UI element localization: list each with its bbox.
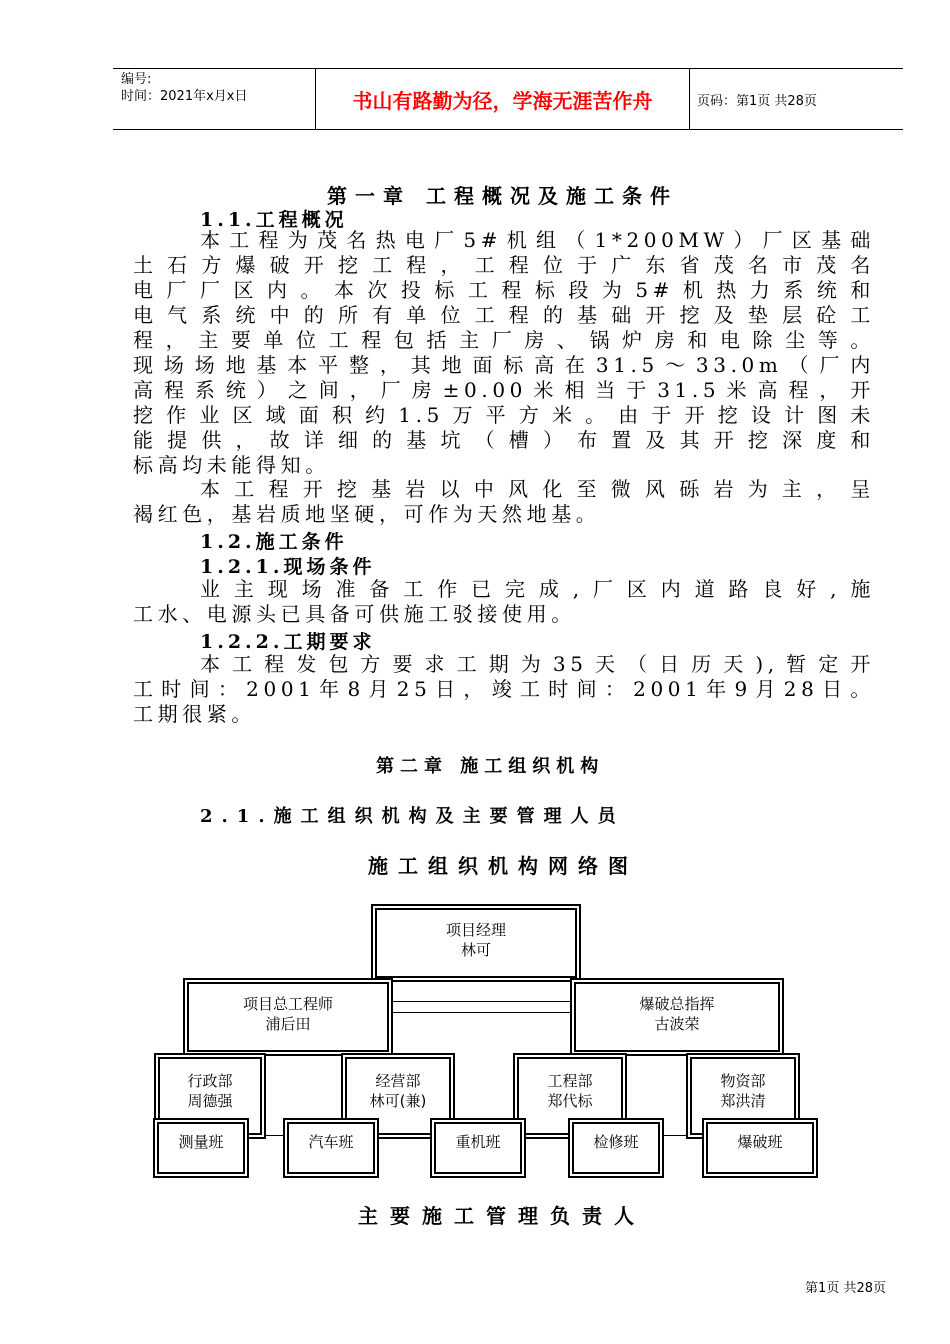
blast-commander-name: 古波荣: [654, 1015, 700, 1033]
paragraph-line: 工期很紧。: [133, 702, 256, 726]
paragraph-line: 程，主要单位工程包括主厂房、锅炉房和电除尘等。: [133, 328, 875, 352]
paragraph-line: 现场场地基本平整，其地面标高在31.5～33.0m（厂内: [133, 353, 875, 377]
pm-role: 项目经理: [445, 921, 506, 939]
dept-name: 郑洪清: [720, 1092, 766, 1110]
header-page-label: 页码：第1页 共28页: [697, 93, 817, 109]
page-header: [113, 68, 903, 130]
paragraph-line: 高程系统）之间，厂房±0.00米相当于31.5米高程，开: [133, 378, 875, 402]
org-chart-title: 施工组织机构网络图: [368, 854, 638, 878]
header-motto: 书山有路勤为径，学海无涯苦作舟: [315, 69, 690, 129]
paragraph-line: 工时间：2001年8月25日，竣工时间：2001年9月28日。: [133, 677, 875, 701]
chapter2-title: 第二章 施工组织机构: [376, 756, 605, 777]
pm-name: 林可: [460, 941, 491, 959]
dept-role: 物资部: [720, 1072, 766, 1090]
paragraph-line: 电气系统中的所有单位工程的基础开挖及垫层砼工: [133, 303, 875, 327]
dept-role: 经营部: [375, 1072, 421, 1090]
paragraph-line: 挖作业区域面积约1.5万平方米。由于开挖设计图未: [133, 403, 875, 427]
chief-engineer-role: 项目总工程师: [242, 995, 333, 1013]
paragraph-line: 电厂厂区内。本次投标工程标段为5#机热力系统和: [133, 278, 875, 302]
paragraph-line: 土石方爆破开挖工程，工程位于广东省茂名市茂名: [133, 253, 875, 277]
dept-name: 林可(兼): [369, 1092, 427, 1110]
next-section-title: 主要施工管理负责人: [358, 1204, 646, 1228]
section-2-1-title: 2.1.施工组织机构及主要管理人员: [200, 806, 625, 827]
paragraph-line: 业主现场准备工作已完成,厂区内道路良好,施: [200, 577, 875, 601]
paragraph-line: 本工程为茂名热电厂5#机组（1*200MW）厂区基础: [200, 228, 875, 252]
team-label: 检修班: [593, 1133, 639, 1151]
chief-engineer-name: 浦后田: [265, 1015, 311, 1033]
paragraph-line: 能提供，故详细的基坑（槽）布置及其开挖深度和: [133, 428, 875, 452]
org-box-pm: [371, 904, 581, 982]
section-1-2-1-title: 1.2.1.现场条件: [200, 556, 376, 578]
paragraph-line: 本工程发包方要求工期为35天（日历天),暂定开: [200, 652, 875, 676]
header-meta: [113, 69, 315, 129]
team-label: 重机班: [455, 1133, 501, 1151]
section-1-1-title: 1.1.工程概况: [200, 209, 348, 231]
dept-name: 郑代标: [547, 1092, 593, 1110]
org-box-blast-commander: [570, 978, 784, 1056]
org-box-team: [153, 1118, 249, 1178]
org-box-team: [702, 1118, 818, 1178]
section-1-2-2-title: 1.2.2.工期要求: [200, 631, 376, 653]
paragraph-line: 褐红色，基岩质地坚硬，可作为天然地基。: [133, 502, 601, 526]
team-label: 测量班: [178, 1133, 224, 1151]
team-label: 汽车班: [308, 1133, 354, 1151]
paragraph-line: 标高均未能得知。: [133, 453, 330, 477]
paragraph-line: 工水、电源头已具备可供施工驳接使用。: [133, 602, 576, 626]
connector: [390, 1012, 572, 1013]
org-box-team: [430, 1118, 526, 1178]
connector: [390, 1001, 572, 1002]
org-box-chief-engineer: [183, 978, 393, 1056]
dept-role: 行政部: [187, 1072, 233, 1090]
number-label: 编号:: [121, 72, 152, 87]
org-box-team: [568, 1118, 664, 1178]
blast-commander-role: 爆破总指挥: [639, 995, 715, 1013]
chapter1-title: 第一章 工程概况及施工条件: [327, 184, 678, 208]
time-label: 时间：2021年x月x日: [121, 89, 248, 104]
dept-role: 工程部: [547, 1072, 593, 1090]
org-box-team: [283, 1118, 379, 1178]
page-footer: 第1页 共28页: [805, 1281, 886, 1296]
team-label: 爆破班: [737, 1133, 783, 1151]
paragraph-line: 本工程开挖基岩以中风化至微风砾岩为主，呈: [200, 477, 875, 501]
dept-name: 周德强: [187, 1092, 233, 1110]
section-1-2-title: 1.2.施工条件: [200, 531, 348, 553]
